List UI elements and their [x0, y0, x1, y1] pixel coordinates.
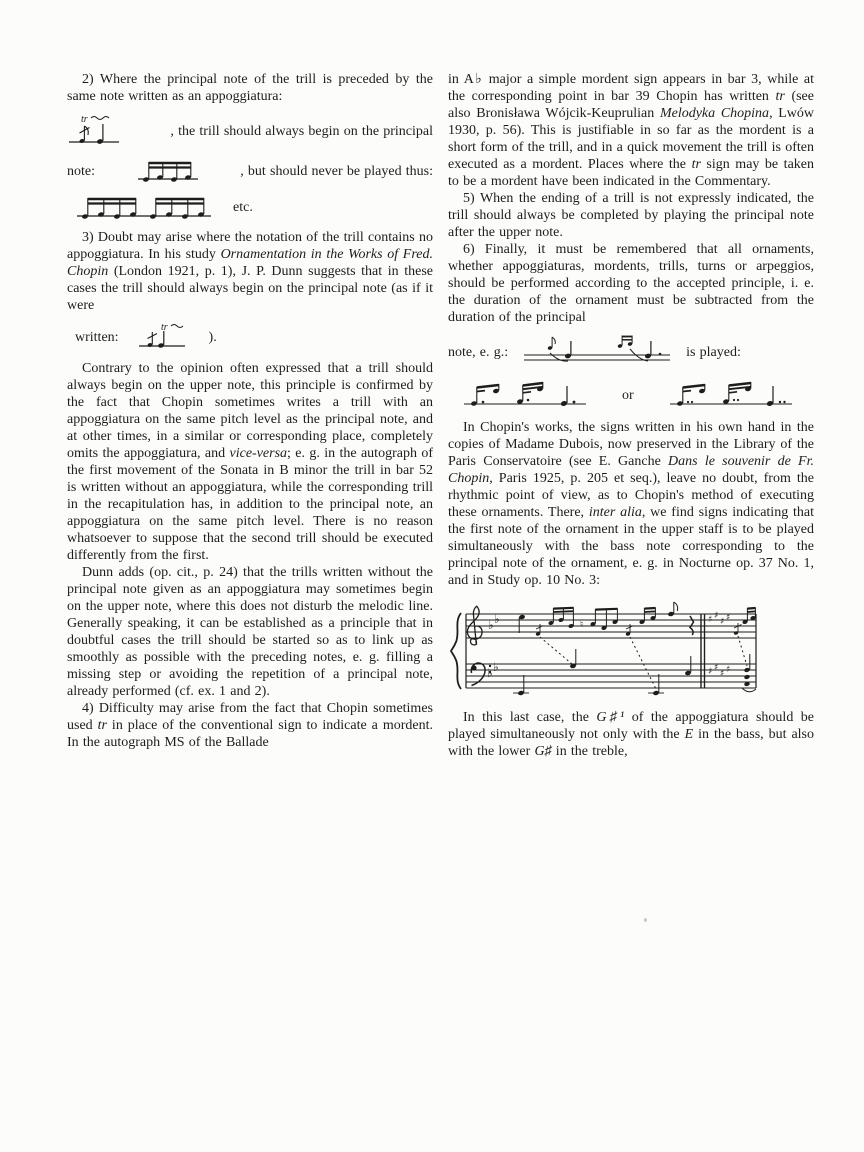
- brace: [451, 613, 461, 689]
- tr-sign-label: tr: [160, 322, 168, 333]
- paragraph-text: 4) Difficulty may arise from the fact that Chopin sometimes used: [67, 701, 433, 733]
- paragraph-last-case: [448, 709, 814, 760]
- music-figure-ornament-notation-icon: [522, 333, 672, 371]
- paragraph-text: In Chopin's works, the signs written in his own hand in the copies of Madame Dubois, now preserved in the Library of the Paris Conservatoire (see E. Ganche: [448, 420, 814, 469]
- paragraph-text: ; e. g. in the autograph of the first movement of the Sonata in B minor the trill in bar 52 is written without an appoggiatura, while the corresponding trill in the recapitulation has, in addition to the principal note, an appoggiatura on the same pitch level. There is no reason whatsoever to suppose that the second trill should be executed differently from the first.: [67, 446, 433, 563]
- dashed-alignment-line: [738, 636, 747, 666]
- paragraph-text: (see also Bronisława Wójcik-Keuprulian: [448, 89, 814, 121]
- paragraph-text: (London 1921, p. 1), J. P. Dunn suggests that in these cases the trill should always begin on the principal note (as if it were: [67, 264, 433, 313]
- music-figure-appoggiatura-trill-icon: [67, 112, 123, 150]
- paragraph-text: in the bass, but also with the lower: [448, 727, 815, 759]
- figure-line-wrong-execution: [67, 192, 433, 222]
- paragraph-contrary: [67, 360, 433, 564]
- dashed-alignment-line: [630, 637, 656, 689]
- svg-text:♯: ♯: [714, 611, 719, 621]
- paragraph-text: of the appoggiatura should be played simultaneously not only with the: [448, 710, 815, 742]
- score-example-block: [450, 600, 814, 700]
- paragraph-text: in place of the conventional sign to indicate a mordent. In the autograph MS of the Ballade: [67, 718, 433, 750]
- paragraph-text: 6) Finally, it must be remembered that all ornaments, whether appoggiaturas, mordents, trills, turns or arpeggios, should be performed according to the accepted principle, i. e. the duration of the ornament must be subtracted from the duration of the principal: [448, 242, 814, 325]
- figure-line-grace-trill: [67, 112, 433, 150]
- figure-line-text: etc.: [233, 199, 253, 215]
- sharp-accidentals: [708, 611, 730, 679]
- paragraph-text: in the treble,: [551, 744, 628, 759]
- scan-speck: [644, 918, 647, 922]
- italic-phrase: inter alia: [588, 505, 642, 520]
- paragraph-4-difficulty: [67, 700, 433, 751]
- figure-line-written: [67, 321, 433, 353]
- paragraph-text: 5) When the ending of a trill is not expressly indicated, the trill should always be completed by playing the principal note after the upper note.: [448, 191, 814, 240]
- book-title-italic: Ornamentation in the Works of Fred. Chopin: [67, 247, 433, 279]
- left-column: [67, 71, 433, 760]
- music-figure-written-trill-icon: [137, 321, 191, 353]
- figure-line-execution-variants: [448, 378, 814, 412]
- figure-line-text: , the trill should always begin on the principal: [170, 123, 433, 139]
- paragraph-text: Contrary to the opinion often expressed that a trill should always begin on the upper note, this principle is confirmed by the fact that Chopin sometimes writes a trill with an appoggiatura on the same pitch level as the principal note, and at other times, in a similar or corresponding place, completely omits the appoggiatura, and: [67, 361, 433, 461]
- music-figure-eight-sixteenths-icon: [75, 192, 215, 222]
- music-figure-four-sixteenths-icon: [136, 157, 200, 185]
- paragraph-text: , Paris 1925, p. 205 et seq.), leave no doubt, from the rhythmic point of view, as to Chopin's method of executing these ornaments. There,: [448, 471, 814, 520]
- trill-wave: [171, 325, 183, 328]
- pitch-name-italic: G♯: [534, 744, 552, 759]
- book-title-italic: Melodyka Chopina: [659, 106, 770, 121]
- figure-line-principal-note: [67, 157, 433, 185]
- figure-line-text: is played:: [686, 344, 741, 360]
- svg-text:♯: ♯: [720, 669, 725, 679]
- flat-sign: ♭: [487, 666, 493, 680]
- dashed-alignment-line: [540, 637, 572, 664]
- paragraph-3-doubt: [67, 229, 433, 314]
- paragraph-chopins-works: [448, 419, 814, 589]
- figure-line-pre: note:: [67, 163, 95, 179]
- paragraph-text: Dunn adds (op. cit., p. 24) that the trills written without the principal note given as an appoggiatura may sometimes begin on the upper note, where this does not disturb the melodic line. Generally speaking, it can be established as a principle that in doubtful cases the trill should be started so as to link up as smoothly as possible with the preceding notes, e. g. filling a missing step or avoiding the repetition of a principal note, already performed (cf. ex. 1 and 2).: [67, 565, 433, 699]
- pitch-name-italic: G♯¹: [596, 710, 625, 725]
- music-figure-double-dotted-rhythm-icon: [668, 378, 794, 412]
- flat-sign: ♭: [493, 660, 499, 674]
- figure-line-text: , but should never be played thus:: [240, 163, 433, 179]
- right-column: [448, 71, 814, 760]
- trill-wave: [91, 117, 109, 120]
- paragraph-text: , Lwów 1930, p. 56). This is justifiable in so far as the mordent is a short form of the trill, and in a quick movement the trill is often executed as a mordent. Places where the: [448, 106, 815, 172]
- score-example-nocturne-study-icon: [450, 600, 762, 700]
- paragraph-6-finally: [448, 241, 814, 326]
- svg-text:♯: ♯: [708, 667, 713, 677]
- svg-text:♯: ♯: [726, 613, 731, 623]
- italic-phrase: vice-versa: [229, 446, 288, 461]
- svg-text:♯: ♯: [720, 617, 725, 627]
- flat-sign: ♭: [494, 612, 500, 626]
- figure-line-note-eg: [448, 333, 814, 371]
- figure-line-pre: written:: [75, 329, 119, 345]
- treble-staff: [466, 614, 756, 638]
- paragraph-text: sign may be taken to be a mordent have been indicated in the Commentary.: [448, 157, 814, 189]
- tr-sign-inline: tr: [691, 157, 701, 172]
- tr-sign-label: tr: [81, 114, 88, 125]
- paragraph-2-where: [67, 71, 433, 105]
- paragraph-dunn-adds: [67, 564, 433, 700]
- treble-notes: [519, 602, 694, 636]
- book-title-italic: Dans le souvenir de Fr. Chopin: [448, 454, 814, 486]
- tie: [742, 688, 756, 692]
- paragraph-5-ending: [448, 190, 814, 241]
- natural-sign: ♮: [580, 620, 584, 630]
- bass-notes: [513, 649, 691, 696]
- svg-text:♯: ♯: [708, 615, 713, 625]
- music-figure-dotted-rhythm-icon: [462, 378, 588, 412]
- text-content: [67, 71, 815, 760]
- tr-sign-inline: tr: [775, 89, 785, 104]
- figure-line-text: ).: [208, 329, 217, 345]
- paragraph-text: 2) Where the principal note of the trill is preceded by the same note written as an appoggiatura:: [67, 72, 433, 104]
- bass-staff: [466, 664, 756, 688]
- paragraph-text: 3) Doubt may arise where the notation of the trill contains no appoggiatura. In his study: [67, 230, 433, 262]
- paragraph-ab-major: [448, 71, 814, 190]
- figure-line-pre: note, e. g.:: [448, 344, 509, 360]
- figure-line-or: or: [622, 387, 634, 403]
- svg-text:♯: ♯: [714, 663, 719, 673]
- svg-text:♯: ♯: [726, 665, 731, 675]
- paragraph-text: in A♭ major a simple mordent sign appears in bar 3, while at the corresponding point in bar 39 Chopin has written: [448, 72, 814, 104]
- paragraph-text: In this last case, the: [463, 710, 597, 725]
- paragraph-text: , we find signs indicating that the first note of the ornament in the upper staff is to be played simultaneously with the bass note corresponding to the principal note of the ornament, e. g. in Nocturne op. 37 No. 1, and in Study op. 10 No. 3:: [448, 505, 814, 588]
- pitch-name-italic: E: [684, 727, 694, 742]
- tr-sign-inline: tr: [97, 718, 107, 733]
- flat-sign: ♭: [488, 618, 494, 632]
